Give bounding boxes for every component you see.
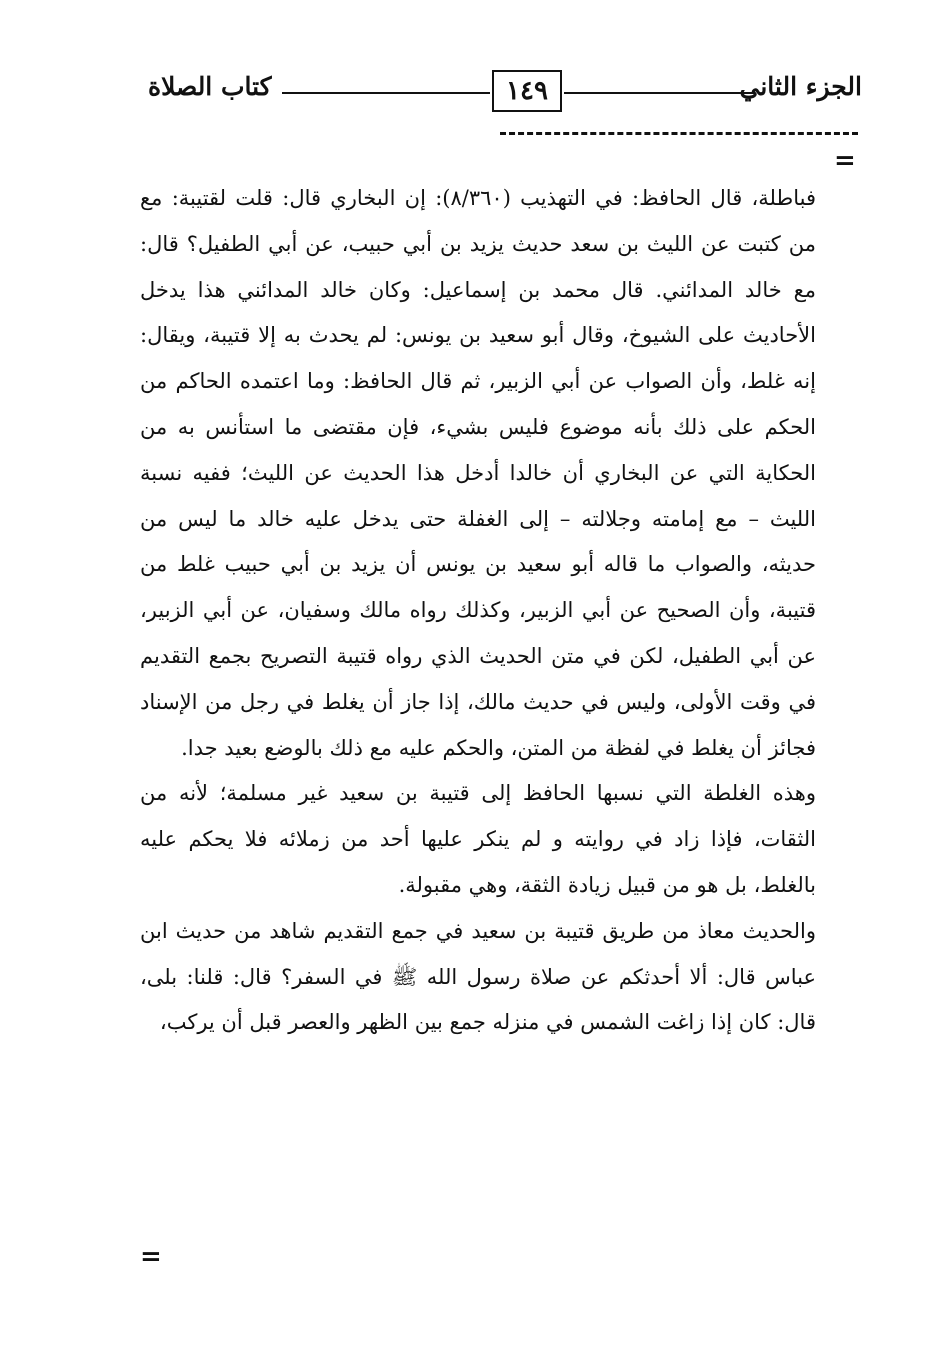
footnote-continuation-mark: = — [834, 146, 856, 176]
continued-mark: = — [140, 1242, 162, 1272]
book-title: كتاب الصلاة — [148, 72, 272, 101]
page-header — [140, 70, 862, 120]
main-text — [140, 176, 816, 1046]
paragraph-3: والحديث معاذ من طريق قتيبة بن سعيد في جمع التقديم شاهد من حديث ابن عباس قال: ألا أحدثكم عن صلاة رسول الله ﷺ في السفر؟ قال: قلنا: بلى، قال: كان إذا زاغت الشمس في منزله جمع بين الظهر والعصر قبل أن يركب، — [140, 918, 816, 1035]
header-rule-left — [282, 92, 490, 94]
dashed-divider — [500, 132, 858, 135]
page-number: ١٤٩ — [492, 70, 562, 112]
paragraph-1: فباطلة، قال الحافظ: في التهذيب (٨/٣٦٠): إن البخاري قال: قلت لقتيبة: مع من كتبت عن الليث بن سعد حديث يزيد بن أبي حبيب، عن أبي الطفيل؟ قال: مع خالد المدائني. قال محمد بن إسماعيل: وكان خالد المدائني هذا يدخل الأحاديث على الشيوخ، وقال أبو سعيد بن يونس: لم يحدث به إلا قتيبة، ويقال: إنه غلط، وأن الصواب عن أبي الزبير، ثم قال الحافظ: وما اعتمده الحاكم من الحكم على ذلك بأنه موضوع فليس بشيء، فإن مقتضى ما استأنس به من الحكاية التي عن البخاري أن خالدا أدخل هذا الحديث عن الليث؛ ففيه نسبة الليث – مع إمامته وجلالته – إلى الغفلة حتى يدخل عليه خالد ما ليس من حديثه، والصواب ما قاله أبو سعيد بن يونس أن يزيد بن أبي حبيب غلط من قتيبة، وأن الصحيح عن أبي الزبير، وكذلك رواه مالك وسفيان، عن أبي الزبير، عن أبي الطفيل، لكن في متن الحديث الذي رواه قتيبة التصريح بجمع التقديم في وقت الأولى، وليس في حديث مالك، إذا جاز أن يغلط في رجل من الإسناد فجائز أن يغلط في لفظة من المتن، والحكم عليه مع ذلك بالوضع بعيد جدا. — [140, 186, 816, 760]
header-rule-right — [564, 92, 754, 94]
paragraph-2: وهذه الغلطة التي نسبها الحافظ إلى قتيبة بن سعيد غير مسلمة؛ لأنه من الثقات، فإذا زاد في روايته و لم ينكر عليها أحد من زملائه فلا يحكم عليه بالغلط، بل هو من قبيل زيادة الثقة، وهي مقبولة. — [140, 781, 816, 897]
part-title: الجزء الثاني — [739, 72, 862, 101]
